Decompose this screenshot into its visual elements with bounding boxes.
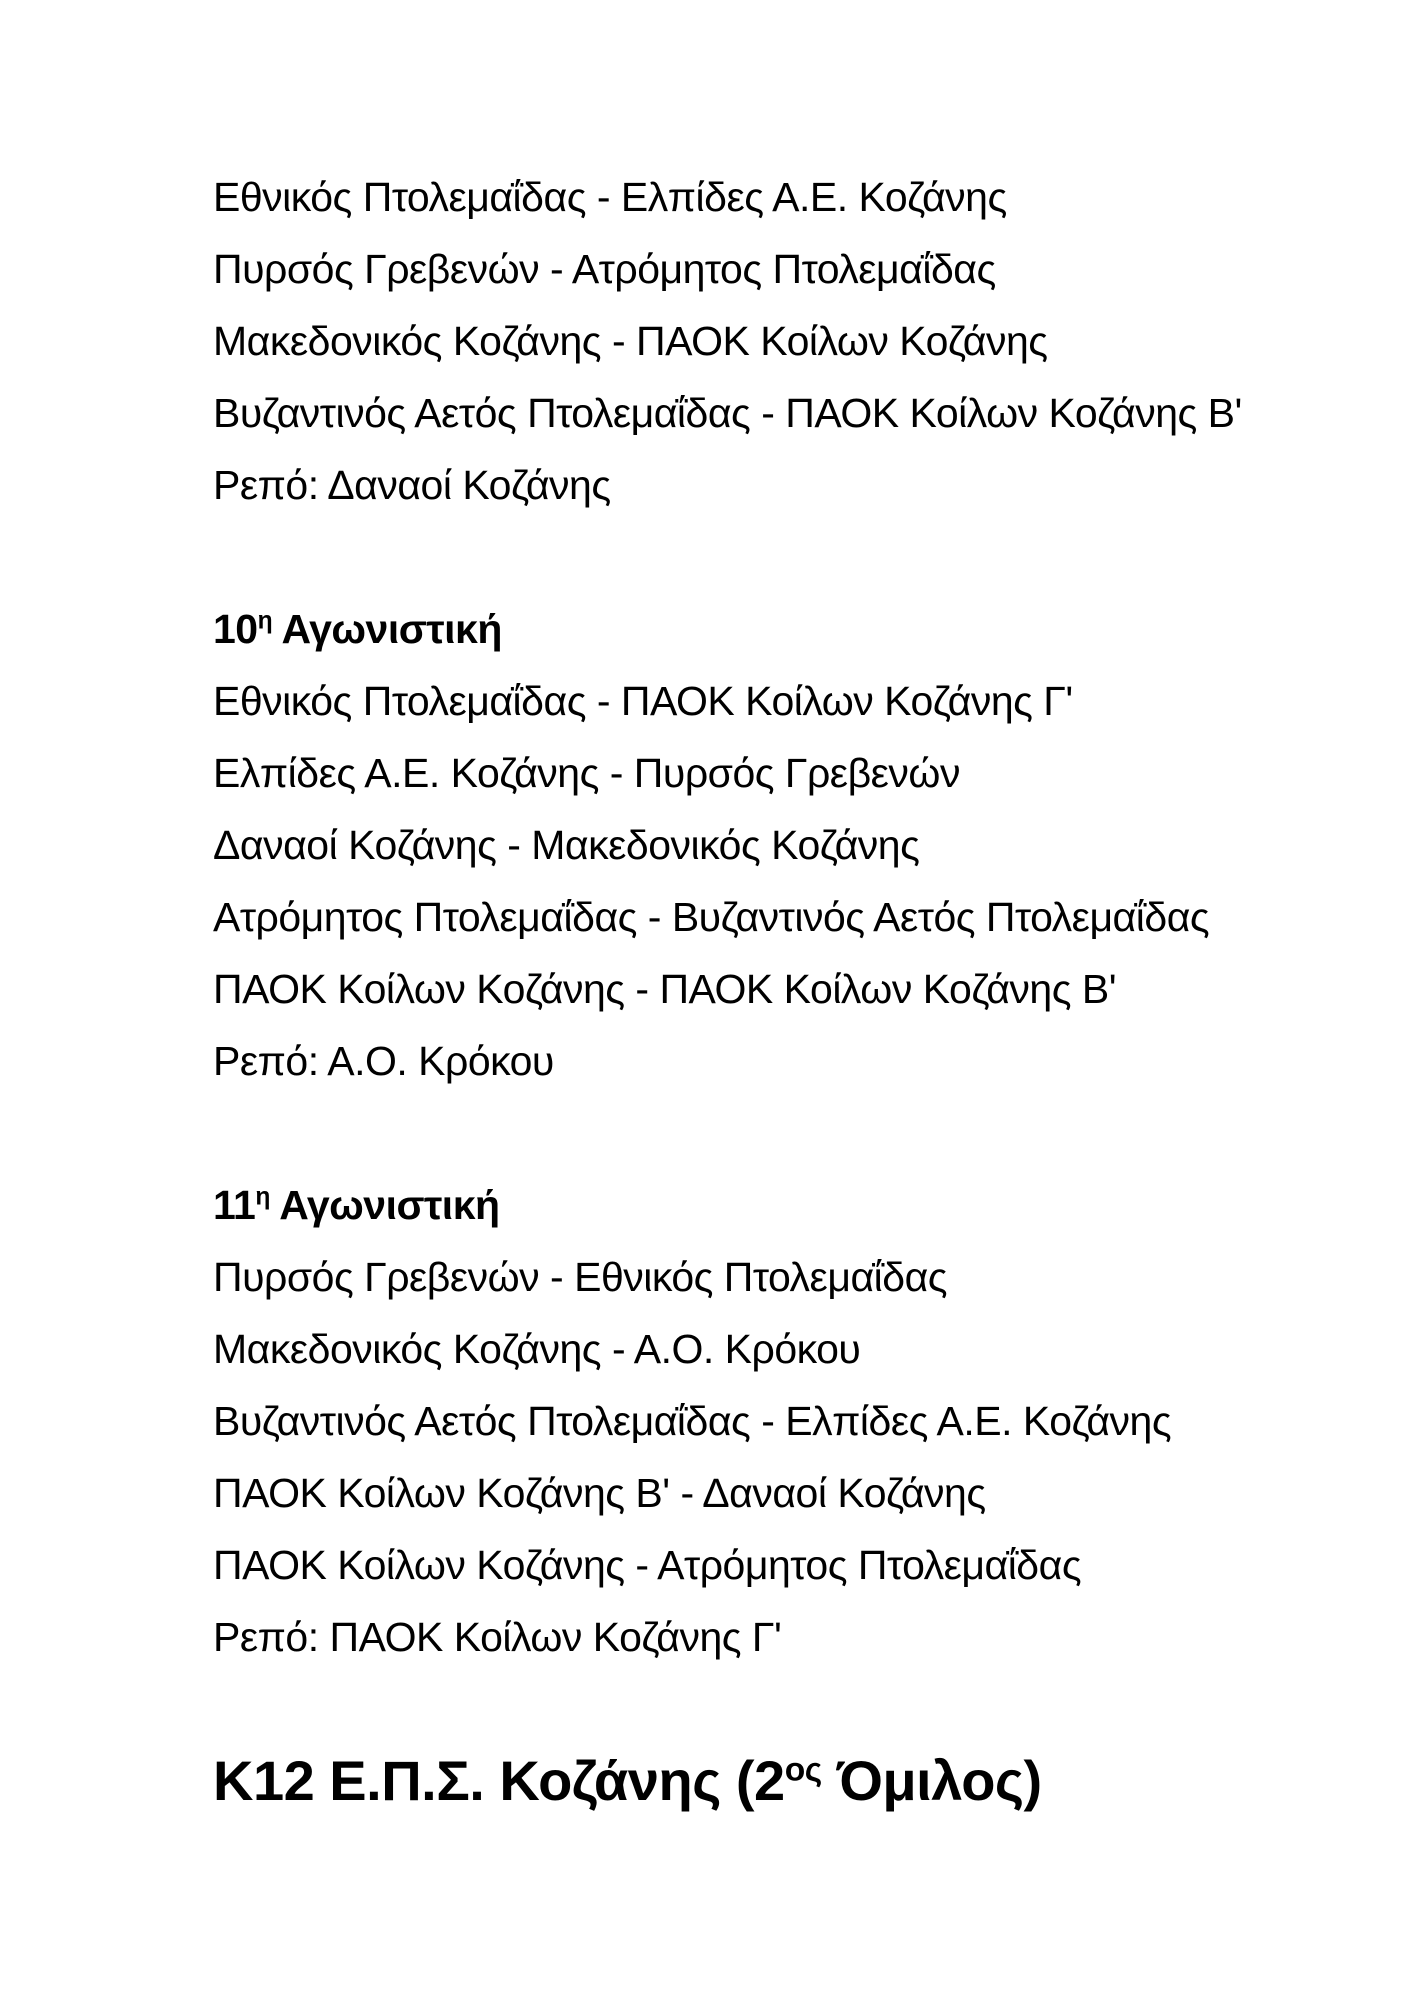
- bye-line: Ρεπό: Δαναοί Κοζάνης: [213, 462, 611, 508]
- match-line: Βυζαντινός Αετός Πτολεμαΐδας - ΠΑΟΚ Κοίλων Κοζάνης Β': [213, 390, 1242, 436]
- matchday-10-heading: [213, 593, 1355, 665]
- match-line: Πυρσός Γρεβενών - Εθνικός Πτολεμαΐδας: [213, 1254, 948, 1300]
- blank-line: [213, 1673, 1355, 1745]
- k12-title-prefix: Κ12 Ε.Π.Σ. Κοζάνης (2: [213, 1749, 785, 1812]
- match-line: Μακεδονικός Κοζάνης - Α.Ο. Κρόκου: [213, 1326, 861, 1372]
- k12-title-suffix: Όμιλος): [821, 1749, 1042, 1812]
- match-line: ΠΑΟΚ Κοίλων Κοζάνης - ΠΑΟΚ Κοίλων Κοζάνης Β': [213, 966, 1117, 1012]
- k12-group-title: [213, 1745, 1355, 1817]
- match-line: Εθνικός Πτολεμαΐδας - Ελπίδες Α.Ε. Κοζάνης: [213, 174, 1007, 220]
- match-line: ΠΑΟΚ Κοίλων Κοζάνης - Ατρόμητος Πτολεμαΐδας: [213, 1542, 1082, 1588]
- matchday-10-number: 10: [213, 606, 258, 652]
- match-line: Ελπίδες Α.Ε. Κοζάνης - Πυρσός Γρεβενών: [213, 750, 960, 796]
- matchday-11-label: Αγωνιστική: [269, 1182, 500, 1228]
- matchday-11-ordinal: η: [255, 1183, 270, 1211]
- match-line: Βυζαντινός Αετός Πτολεμαΐδας - Ελπίδες Α.Ε. Κοζάνης: [213, 1398, 1172, 1444]
- k12-title-ordinal: ος: [784, 1751, 822, 1789]
- match-line: Πυρσός Γρεβενών - Ατρόμητος Πτολεμαΐδας: [213, 246, 996, 292]
- document-content: [213, 161, 1355, 1817]
- blank-line: [213, 1097, 1355, 1169]
- bye-line: Ρεπό: ΠΑΟΚ Κοίλων Κοζάνης Γ': [213, 1614, 782, 1660]
- match-line: Ατρόμητος Πτολεμαΐδας - Βυζαντινός Αετός Πτολεμαΐδας: [213, 894, 1210, 940]
- matchday-11-heading: [213, 1169, 1355, 1241]
- match-line: Δαναοί Κοζάνης - Μακεδονικός Κοζάνης: [213, 822, 920, 868]
- bye-line: Ρεπό: Α.Ο. Κρόκου: [213, 1038, 554, 1084]
- match-line: Μακεδονικός Κοζάνης - ΠΑΟΚ Κοίλων Κοζάνης: [213, 318, 1048, 364]
- matchday-10-ordinal: η: [257, 607, 273, 635]
- matchday-11-number: 11: [213, 1182, 256, 1228]
- blank-line: [213, 521, 1355, 593]
- match-line: ΠΑΟΚ Κοίλων Κοζάνης Β' - Δαναοί Κοζάνης: [213, 1470, 986, 1516]
- matchday-10-label: Αγωνιστική: [272, 606, 502, 652]
- match-line: Εθνικός Πτολεμαΐδας - ΠΑΟΚ Κοίλων Κοζάνης Γ': [213, 678, 1073, 724]
